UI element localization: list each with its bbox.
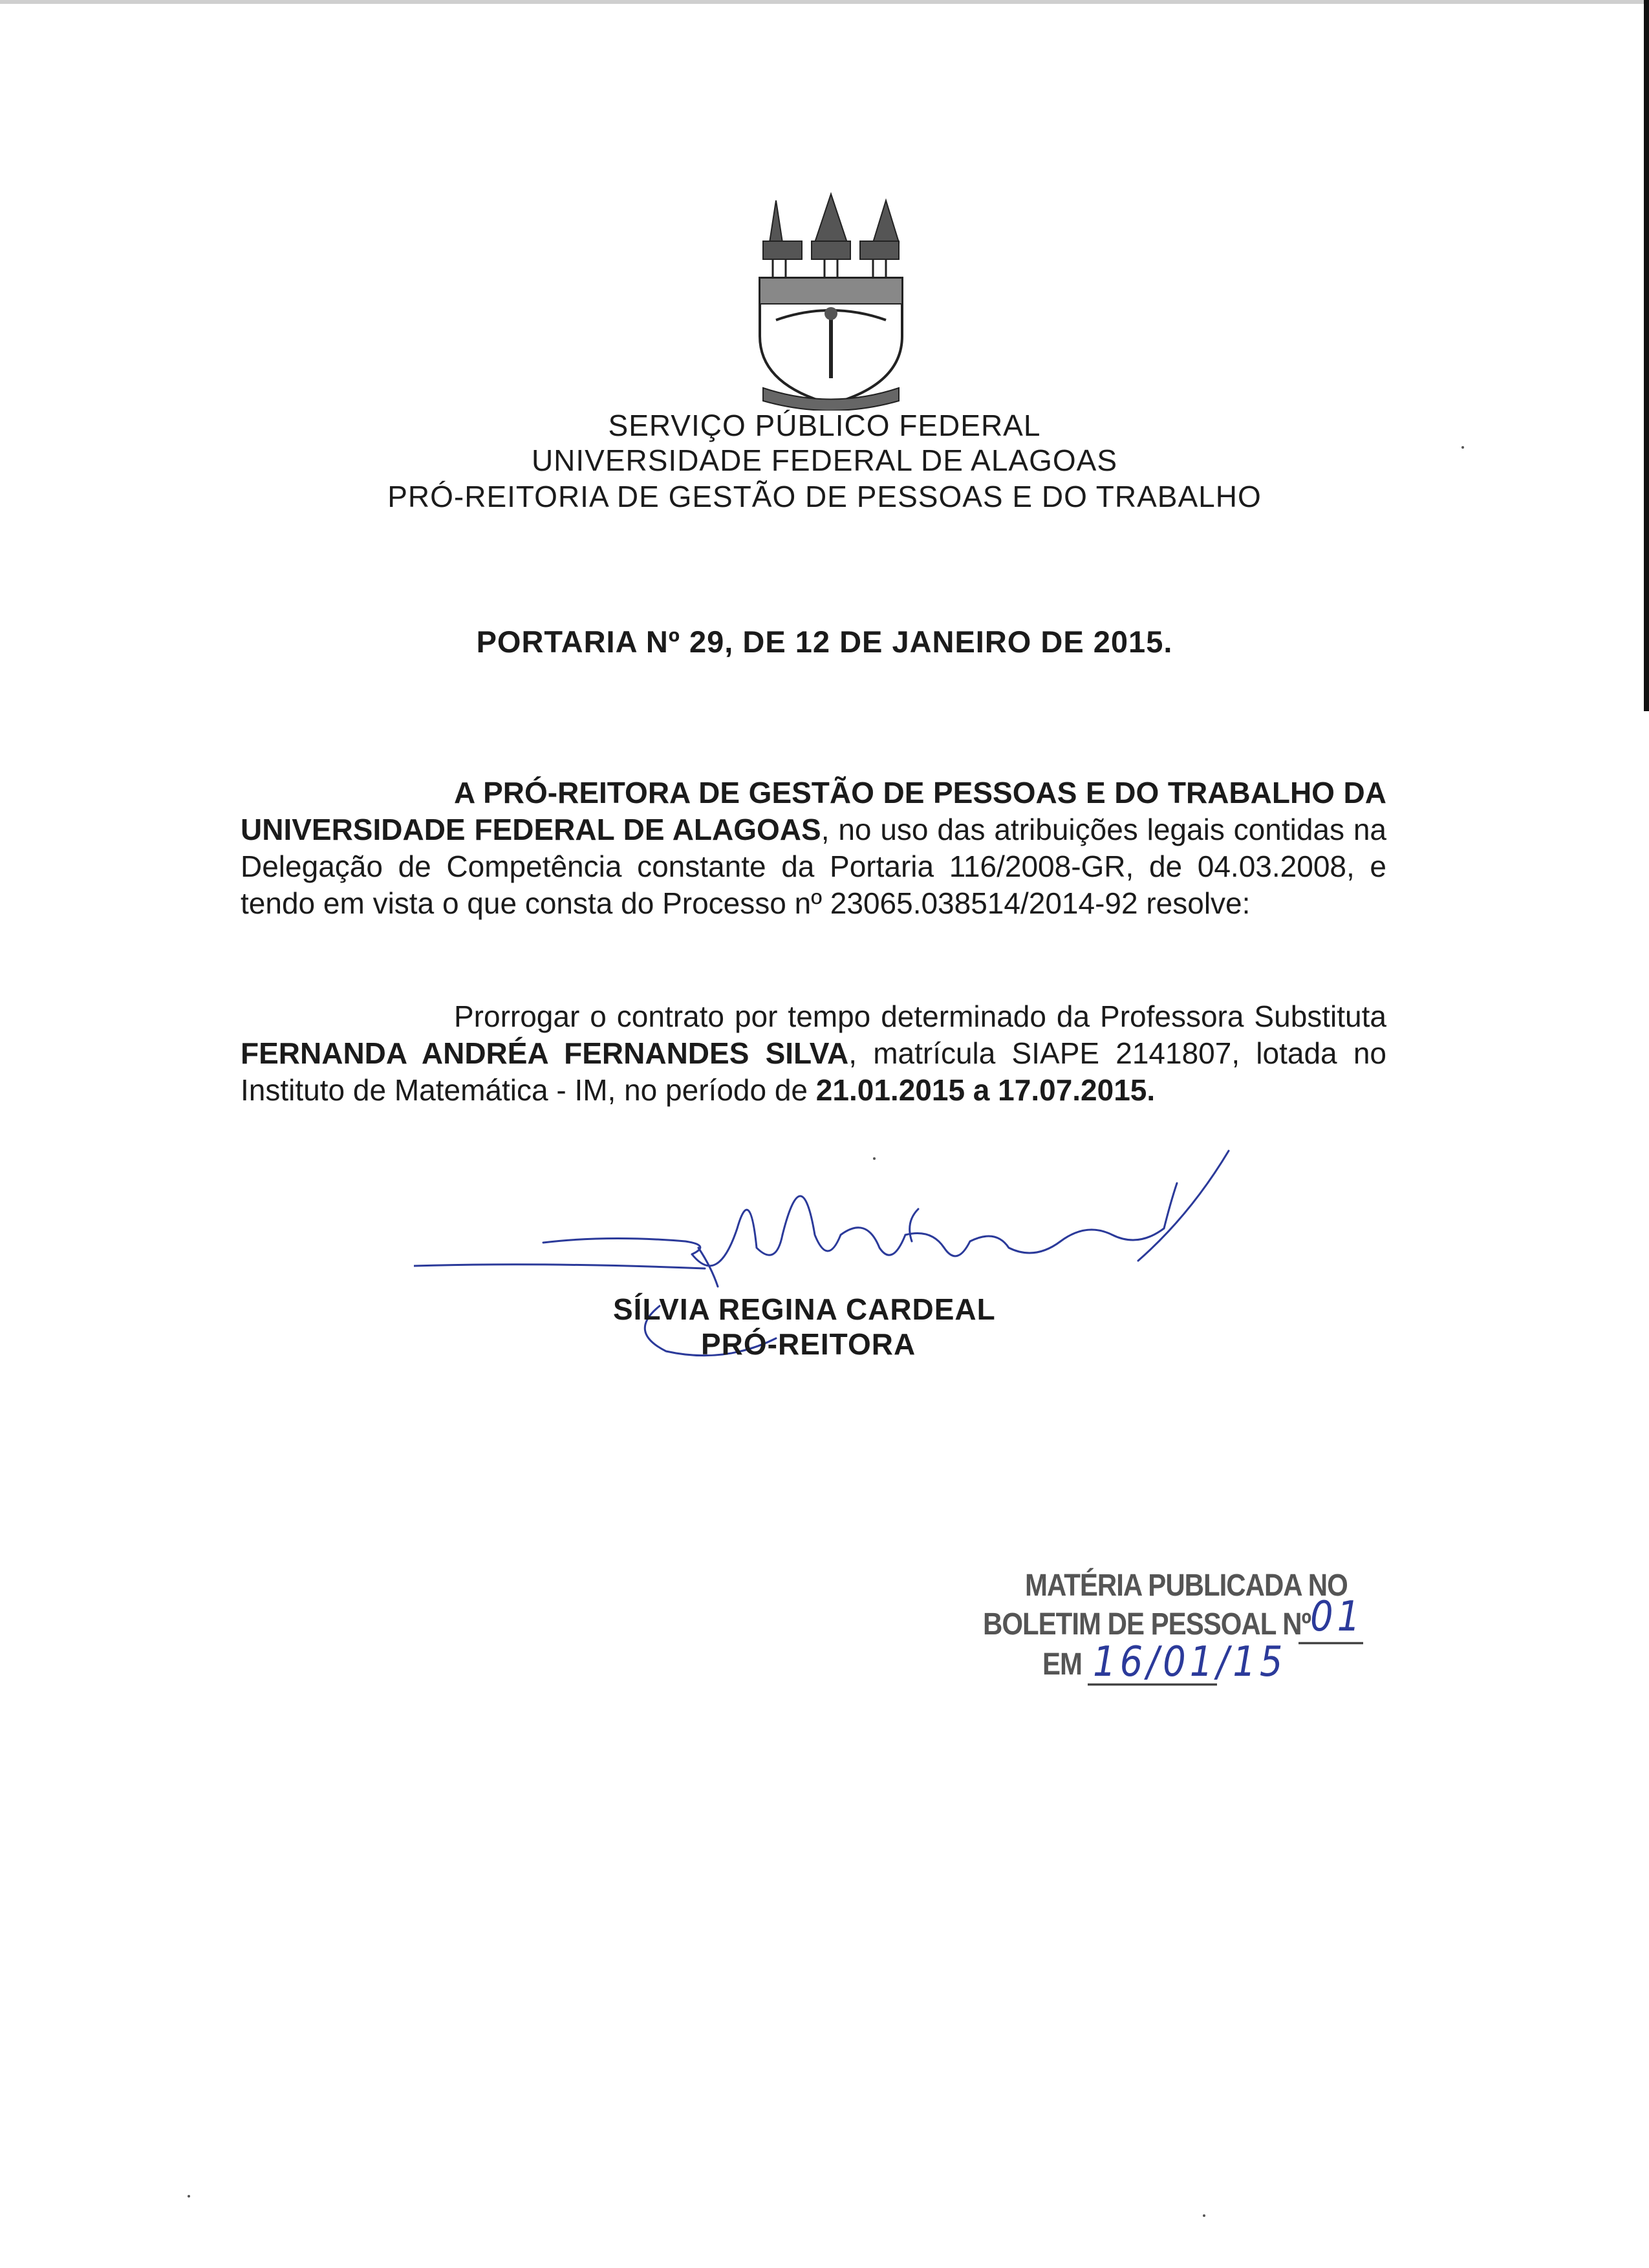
scan-speck	[1203, 2214, 1205, 2217]
bulletin-number: 01	[1310, 1592, 1364, 1641]
scan-edge	[1644, 0, 1649, 711]
page-top-edge	[0, 0, 1649, 4]
signatory-name: SÍLVIA REGINA CARDEAL	[613, 1292, 996, 1326]
paragraph-1	[241, 775, 1386, 922]
paragraph-2-text-1: Prorrogar o contrato por tempo determinado da Professora Substituta	[454, 1000, 1386, 1033]
publication-date: 16/01/15	[1093, 1638, 1287, 1686]
paragraph-2	[241, 998, 1386, 1109]
authority-intro: A PRÓ-REITORA DE GESTÃO DE PESSOAS E DO TRABALHO DA UNIVERSIDADE FEDERAL DE ALAGOAS	[241, 776, 1386, 846]
header-line-3: PRÓ-REITORIA DE GESTÃO DE PESSOAS E DO TRABALHO	[387, 480, 1262, 513]
header-line-2: UNIVERSIDADE FEDERAL DE ALAGOAS	[531, 444, 1118, 477]
scan-speck	[188, 2195, 190, 2198]
paragraph-2-text-2: , matrícula SIAPE 2141807, lotada no Instituto de Matemática - IM, no período de	[241, 1036, 1386, 1107]
paragraph-1-text: , no uso das atribuições legais contidas na Delegação de Competência constante da Portaria 116/2008-GR, de 04.03.2008, e tendo em vista o que consta do Processo nº 23065.038514/2014-92 resolve:	[241, 813, 1386, 920]
scan-speck	[873, 1157, 876, 1160]
signatory-role: PRÓ-REITORA	[701, 1327, 916, 1361]
bulletin-number-underline	[1299, 1642, 1363, 1644]
header-line-1: SERVIÇO PÚBLICO FEDERAL	[608, 409, 1041, 442]
scan-speck	[1461, 446, 1464, 449]
stamp-line-3: EM	[1042, 1646, 1082, 1682]
document-title: PORTARIA Nº 29, DE 12 DE JANEIRO DE 2015.	[476, 625, 1173, 659]
university-crest-icon	[750, 191, 912, 411]
stamp-line-1: MATÉRIA PUBLICADA NO	[1025, 1567, 1348, 1603]
employee-name: FERNANDA ANDRÉA FERNANDES SILVA	[241, 1036, 849, 1070]
publication-stamp	[983, 1567, 1436, 1699]
contract-period: 21.01.2015 a 17.07.2015.	[815, 1073, 1156, 1107]
stamp-line-2: BOLETIM DE PESSOAL Nº	[983, 1606, 1311, 1642]
